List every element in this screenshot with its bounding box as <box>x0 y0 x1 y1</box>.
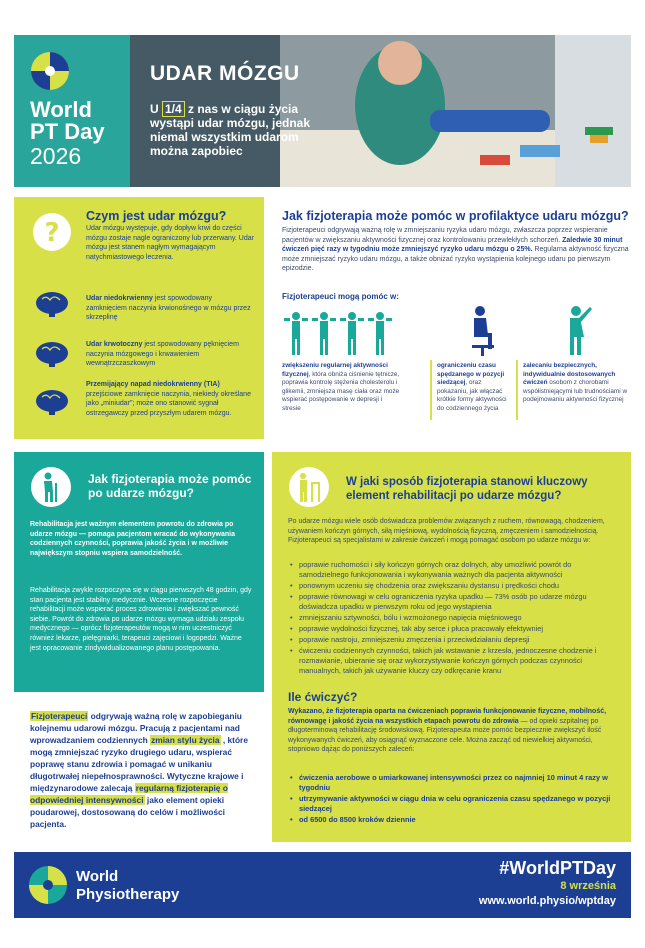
after-bold-paragraph: Rehabilitacja jest ważnym elementem powrotu do zdrowia po udarze mózgu — pomaga pacjentom wracać do wykonywania codziennych czynności, poprawia jakość życia i w możliwie największym stopniu wspiera samodzielność. <box>30 521 235 557</box>
after-heading: Jak fizjoterapia może pomóc po udarze mózgu? <box>88 472 252 500</box>
footer-url[interactable]: www.world.physio/wptday <box>478 895 616 907</box>
world-physiotherapy-logo-icon <box>28 865 68 905</box>
footer-brand-line1: World <box>76 868 119 885</box>
exercise-bullet-item: • utrzymywanie aktywności w ciągu dnia w celu ograniczenia czasu spędzanego w pozycji siedzącej <box>288 794 620 814</box>
what-heading: Czym jest udar mózgu? <box>86 209 227 223</box>
help-col-sitting: ograniczeniu czasu spędzanego w pozycji siedzącej, oraz pokazaniu, jak włączać krótkie formy aktywności do codziennego życia <box>437 362 507 412</box>
footer-date: 8 września <box>560 880 616 892</box>
svg-text:?: ? <box>44 218 60 248</box>
key-bullet-item: • zmniejszaniu sztywności, bólu i wzmożonego napięcia mięśniowego <box>288 613 620 623</box>
brand-year: 2026 <box>30 143 82 169</box>
brain-icon <box>34 340 70 368</box>
help-heading: Fizjoterapeuci mogą pomóc w: <box>282 292 399 301</box>
key-intro: Po udarze mózgu wiele osób doświadcza problemów związanych z ruchem, równowagą, chodzeniem, używaniem kończyn górnych, siłą mięśniową, wydolnością fizyczną, zmęczeniem i samodzielnością. Fizjoterapeuci są specjalistami w zakresie ćwiczeń i mogą pomagać osobom po udarze mózgu w: <box>288 518 605 544</box>
world-pt-day-logo-icon <box>30 51 70 91</box>
prevent-paragraph: Fizjoterapeuci odgrywają ważną rolę w zmniejszaniu ryzyka udaru mózgu, zwłaszcza poprzez wspieranie pacjentów w zwiększaniu aktywności fizycznej oraz kontrolowaniu przewlekłych schorzeń. Zaledwie 30 minut ćwiczeń pięć razy w tygodniu może zmniejszyć ryzyko udaru mózgu o 25%. Regularna aktywność fizyczna może zmniejszać ryzyko udaru mózgu, a także obniżać ryzyko wystąpienia kolejnego udaru po pierwszym epizodzie. <box>282 227 629 272</box>
page-title: UDAR MÓZGU <box>150 62 300 85</box>
subtitle: U 1/4 z nas w ciągu życia wystąpi udar mózgu, jednak niemal wszystkim udarom można zapobiec <box>150 102 311 158</box>
tia-text: Przemijający napad niedokrwienny (TIA) przejściowe zamknięcie naczynia, niekiedy określane jako „miniudar"; może ono stanowić sygnał ostrzegawczy przed przyszłym udarem mózgu. <box>86 381 251 417</box>
question-mark-icon <box>32 212 72 252</box>
key-bullet-item: • ponownym uczeniu się chodzenia oraz zwiększaniu dystansu i prędkości chodu <box>288 581 620 591</box>
help-col-activity: zwiększeniu regularnej aktywności fizycznej, która obniża ciśnienie tętnicze, poprawia kontrolę stężenia cholesterolu i glikemii, zmniejsza masę ciała oraz może wspierać postępowanie w depresji i stresie <box>282 362 400 412</box>
fraction-badge: 1/4 <box>162 101 185 117</box>
key-bullet-item: • poprawie wydolności fizycznej, tak aby serce i płuca pracowały efektywniej <box>288 624 620 634</box>
what-intro: Udar mózgu występuje, gdy dopływ krwi do części mózgu zostaje nagle ograniczony lub przerwany. Udar mózgu jest stanem nagłym wymagającym natychmiastowego leczenia. <box>86 225 254 261</box>
header-photo <box>280 35 631 187</box>
key-bullet-item: • poprawie równowagi w celu ograniczenia ryzyka upadku — 73% osób po udarze mózgu doświadcza upadku w pierwszym roku od jego wystąpienia <box>288 592 620 612</box>
role-paragraph: Fizjoterapeuci odgrywają ważną rolę w zapobieganiu kolejnemu udarowi mózgu. Pracują z pacjentami nad wprowadzaniem codziennych zmian stylu życia , które mogą zmniejszać ryzyko drugiego udaru, wspierać poprawę stanu zdrowia i pomagać w unikaniu długotrwałej niepełnosprawności. Wytyczne krajowe i międzynarodowe zalecają regularną fizjoterapię o odpowiedniej intensywności jako element opieki poudarowej, dostosowaną do celów i możliwości pacjenta. <box>30 711 248 829</box>
after-paragraph: Rehabilitacja zwykle rozpoczyna się w ciągu pierwszych 48 godzin, gdy stan pacjenta jest stabilny medycznie. Wczesne rozpoczęcie rehabilitacji może wspierać proces zdrowienia i zwiększać pewność siebie. Powrót do zdrowia po udarze mózgu wymaga udziału zespołu medycznego — oprócz fizjoterapeutów mogą w nim uczestniczyć również lekarze, pielęgniarki, terapeuci zajęciowi i logopedzi. Ważne jest opracowanie zindywidualizowanego planu postępowania. <box>30 587 252 652</box>
exercise-paragraph: Wykazano, że fizjoterapia oparta na ćwiczeniach poprawia funkcjonowanie fizyczne, mobilność, równowagę i jakość życia na wszystkich etapach powrotu do zdrowia — od opieki szpitalnej po długoterminową rehabilitację środowiskową. Fizjoterapeuta może pomóc bezpiecznie zwiększyć ilość wykonywanych ćwiczeń, aby osiągnąć wyznaczone cele. Można zacząć od niewielkiej aktywności, stopniowo dążąc do poniższych zaleceń: <box>288 708 607 753</box>
hemorrhagic-stroke-text: Udar krwotoczny jest spowodowany pęknięciem naczynia mózgowego i krwawieniem wewnątrzczaszkowym <box>86 341 239 367</box>
exercise-bullet-item: • od 6500 do 8500 kroków dziennie <box>288 815 620 825</box>
column-divider <box>430 360 432 420</box>
footer-hashtag: #WorldPTDay <box>499 858 616 878</box>
brand-panel <box>14 35 130 187</box>
brand-line1: World <box>30 97 92 122</box>
key-heading: W jaki sposób fizjoterapia stanowi kluczowy element rehabilitacji po udarze mózgu? <box>346 476 588 502</box>
walker-assist-icon <box>288 466 330 508</box>
footer-brand-line2: Physiotherapy <box>76 886 180 903</box>
key-bullet-item: • poprawie nastroju, zmniejszeniu zmęczenia i przeciwdziałaniu depresji <box>288 635 620 645</box>
sitting-person-icon <box>462 305 502 357</box>
group-exercise-icon <box>282 310 397 358</box>
prevent-heading: Jak fizjoterapia może pomóc w profilaktyce udaru mózgu? <box>282 209 629 223</box>
exercise-heading: Ile ćwiczyć? <box>288 690 358 704</box>
key-bullet-item: • ćwiczeniu codziennych czynności, takich jak wstawanie z krzesła, jednoczesne chodzenie i rozmawianie, ubieranie się oraz wykorzystywanie kończyn górnych podczas czynności manualnych, takich jak używanie kluczy czy odkręcanie kranu <box>288 646 620 676</box>
column-divider <box>516 360 518 420</box>
key-bullet-item: • poprawie ruchomości i siły kończyn górnych oraz dolnych, aby umożliwić powrót do samodzielnego funkcjonowania i wykonywania ważnych dla pacjenta aktywności <box>288 560 620 580</box>
exercise-bullet-list <box>288 773 620 826</box>
stretching-person-icon <box>556 305 592 357</box>
key-bullet-list <box>288 560 620 677</box>
brain-icon <box>34 388 70 416</box>
elderly-walker-icon <box>30 466 72 508</box>
help-col-exercise: zalecaniu bezpiecznych, indywidualnie dostosowanych ćwiczeń osobom z chorobami współistniejącymi lub trudnościami w podejmowaniu aktywności fizycznej <box>523 362 628 404</box>
exercise-bullet-item: • ćwiczenia aerobowe o umiarkowanej intensywności przez co najmniej 10 minut 4 razy w tygodniu <box>288 773 620 793</box>
brand-line2: PT Day <box>30 119 105 144</box>
brain-icon <box>34 290 70 318</box>
ischemic-stroke-text: Udar niedokrwienny jest spowodowany zamknięciem naczynia krwionośnego w mózgu przez skrzeplinę <box>86 295 251 321</box>
